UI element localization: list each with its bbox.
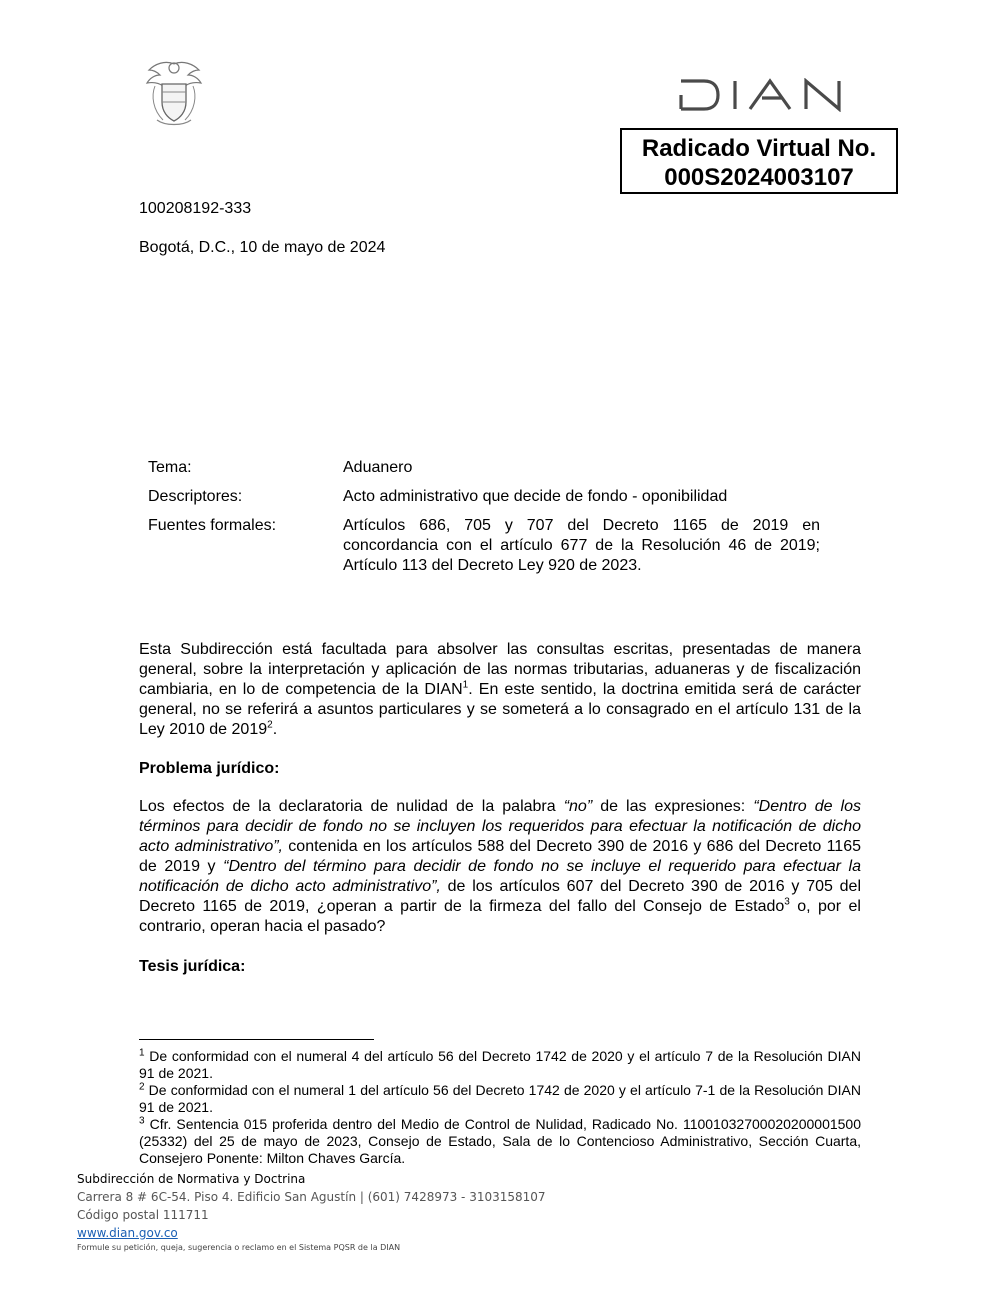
footer-postal: Código postal 111711 bbox=[77, 1208, 209, 1222]
heading-problema-juridico: Problema jurídico: bbox=[139, 760, 280, 777]
date-line: Bogotá, D.C., 10 de mayo de 2024 bbox=[139, 239, 386, 256]
footnote-ref-2[interactable]: 2 bbox=[267, 719, 273, 731]
tema-value: Aduanero bbox=[343, 459, 413, 476]
subject-table bbox=[148, 458, 820, 585]
radicado-number: 000S2024003107 bbox=[664, 164, 854, 191]
problem-text-a: Los efectos de la declaratoria de nulidad de la palabra bbox=[139, 798, 564, 815]
intro-text-c: . bbox=[272, 721, 278, 738]
descriptores-label: Descriptores: bbox=[148, 488, 243, 505]
problem-text-f: “Dentro del término para decidir de fondo no se incluye el requerido para efectuar la notificación de dicho acto administrativo”, bbox=[139, 858, 861, 895]
footnote-divider bbox=[139, 1039, 374, 1040]
footer-note: Formule su petición, queja, sugerencia o reclamo en el Sistema PQSR de la DIAN bbox=[77, 1243, 401, 1252]
radicado-label: Radicado Virtual No. bbox=[641, 135, 877, 162]
intro-paragraph bbox=[139, 640, 861, 740]
footnote-ref-3[interactable]: 3 bbox=[784, 896, 790, 908]
footnotes bbox=[139, 1048, 861, 1167]
radicado-box bbox=[620, 128, 898, 194]
tema-label: Tema: bbox=[148, 459, 192, 476]
fuentes-value: Artículos 686, 705 y 707 del Decreto 1165 de 2019 en concordancia con el artículo 677 de la Resolución 46 de 2019; Artículo 113 del Decreto Ley 920 de 2023. bbox=[343, 517, 820, 574]
footer-website-link[interactable]: www.dian.gov.co bbox=[77, 1226, 178, 1240]
footnote-ref-1[interactable]: 1 bbox=[462, 679, 469, 691]
fuentes-label: Fuentes formales: bbox=[148, 517, 277, 534]
footnote-number: 3 bbox=[139, 1115, 145, 1127]
problem-text-d: “Dentro de los términos para decidir de fondo no se incluyen los requeridos para efectuar la notificación de dicho acto administrativo”, bbox=[139, 798, 862, 855]
subject-row-tema bbox=[148, 458, 820, 478]
subject-row-fuentes bbox=[148, 516, 820, 576]
problem-text-g: de los artículos 607 del Decreto 390 de 2016 y 705 del Decreto 1165 de 2019, ¿operan a partir de la firmeza del fallo del Consejo de Estado bbox=[139, 878, 862, 915]
coat-of-arms-icon bbox=[143, 58, 205, 128]
footnote-2 bbox=[139, 1082, 861, 1116]
problem-text-c: de las expresiones: bbox=[592, 798, 754, 815]
intro-text-b: . En este sentido, la doctrina emitida será de carácter general, no se referirá a asuntos particulares y se someterá a lo consagrado en el artículo 131 de la Ley 2010 de 2019 bbox=[139, 681, 861, 738]
reference-number: 100208192-333 bbox=[139, 200, 252, 217]
problem-text-b: “no” bbox=[563, 798, 593, 815]
footer-org: Subdirección de Normativa y Doctrina bbox=[77, 1172, 306, 1186]
footnote-1 bbox=[139, 1048, 861, 1082]
problem-text-h: o, por el contrario, operan hacia el pasado? bbox=[139, 898, 861, 935]
footnote-number: 2 bbox=[139, 1081, 145, 1093]
footnote-text: De conformidad con el numeral 4 del artículo 56 del Decreto 1742 de 2020 y el artículo 7 de la Resolución DIAN 91 de 2021. bbox=[139, 1048, 861, 1081]
problem-paragraph bbox=[139, 797, 861, 937]
descriptores-value: Acto administrativo que decide de fondo - oponibilidad bbox=[343, 488, 728, 505]
footnote-number: 1 bbox=[139, 1047, 145, 1059]
intro-text-a: Esta Subdirección está facultada para absolver las consultas escritas, presentadas de manera general, sobre la interpretación y aplicación de las normas tributarias, aduaneras y de fiscalización cambiaria, en lo de competencia de la DIAN bbox=[139, 641, 861, 698]
dian-logo-icon bbox=[678, 78, 858, 112]
footnote-text: De conformidad con el numeral 1 del artículo 56 del Decreto 1742 de 2020 y el artículo 7-1 de la Resolución DIAN 91 de 2021. bbox=[139, 1082, 861, 1115]
dian-logo bbox=[678, 78, 858, 112]
footer-address: Carrera 8 # 6C-54. Piso 4. Edificio San Agustín | (601) 7428973 - 3103158107 bbox=[77, 1190, 546, 1204]
problem-text-e: contenida en los artículos 588 del Decreto 390 de 2016 y 686 del Decreto 1165 de 2019 y bbox=[139, 838, 862, 875]
footnote-3 bbox=[139, 1116, 861, 1167]
heading-tesis-juridica: Tesis jurídica: bbox=[139, 958, 246, 975]
page-footer bbox=[77, 1170, 546, 1254]
footnote-text: Cfr. Sentencia 015 proferida dentro del Medio de Control de Nulidad, Radicado No. 11001032700020200001500 (25332) del 25 de mayo de 2023, Consejo de Estado, Sala de lo Contencioso Administrativo, Sección Cuarta, Consejero Ponente: Milton Chaves García. bbox=[139, 1116, 861, 1166]
subject-row-descriptores bbox=[148, 487, 820, 507]
